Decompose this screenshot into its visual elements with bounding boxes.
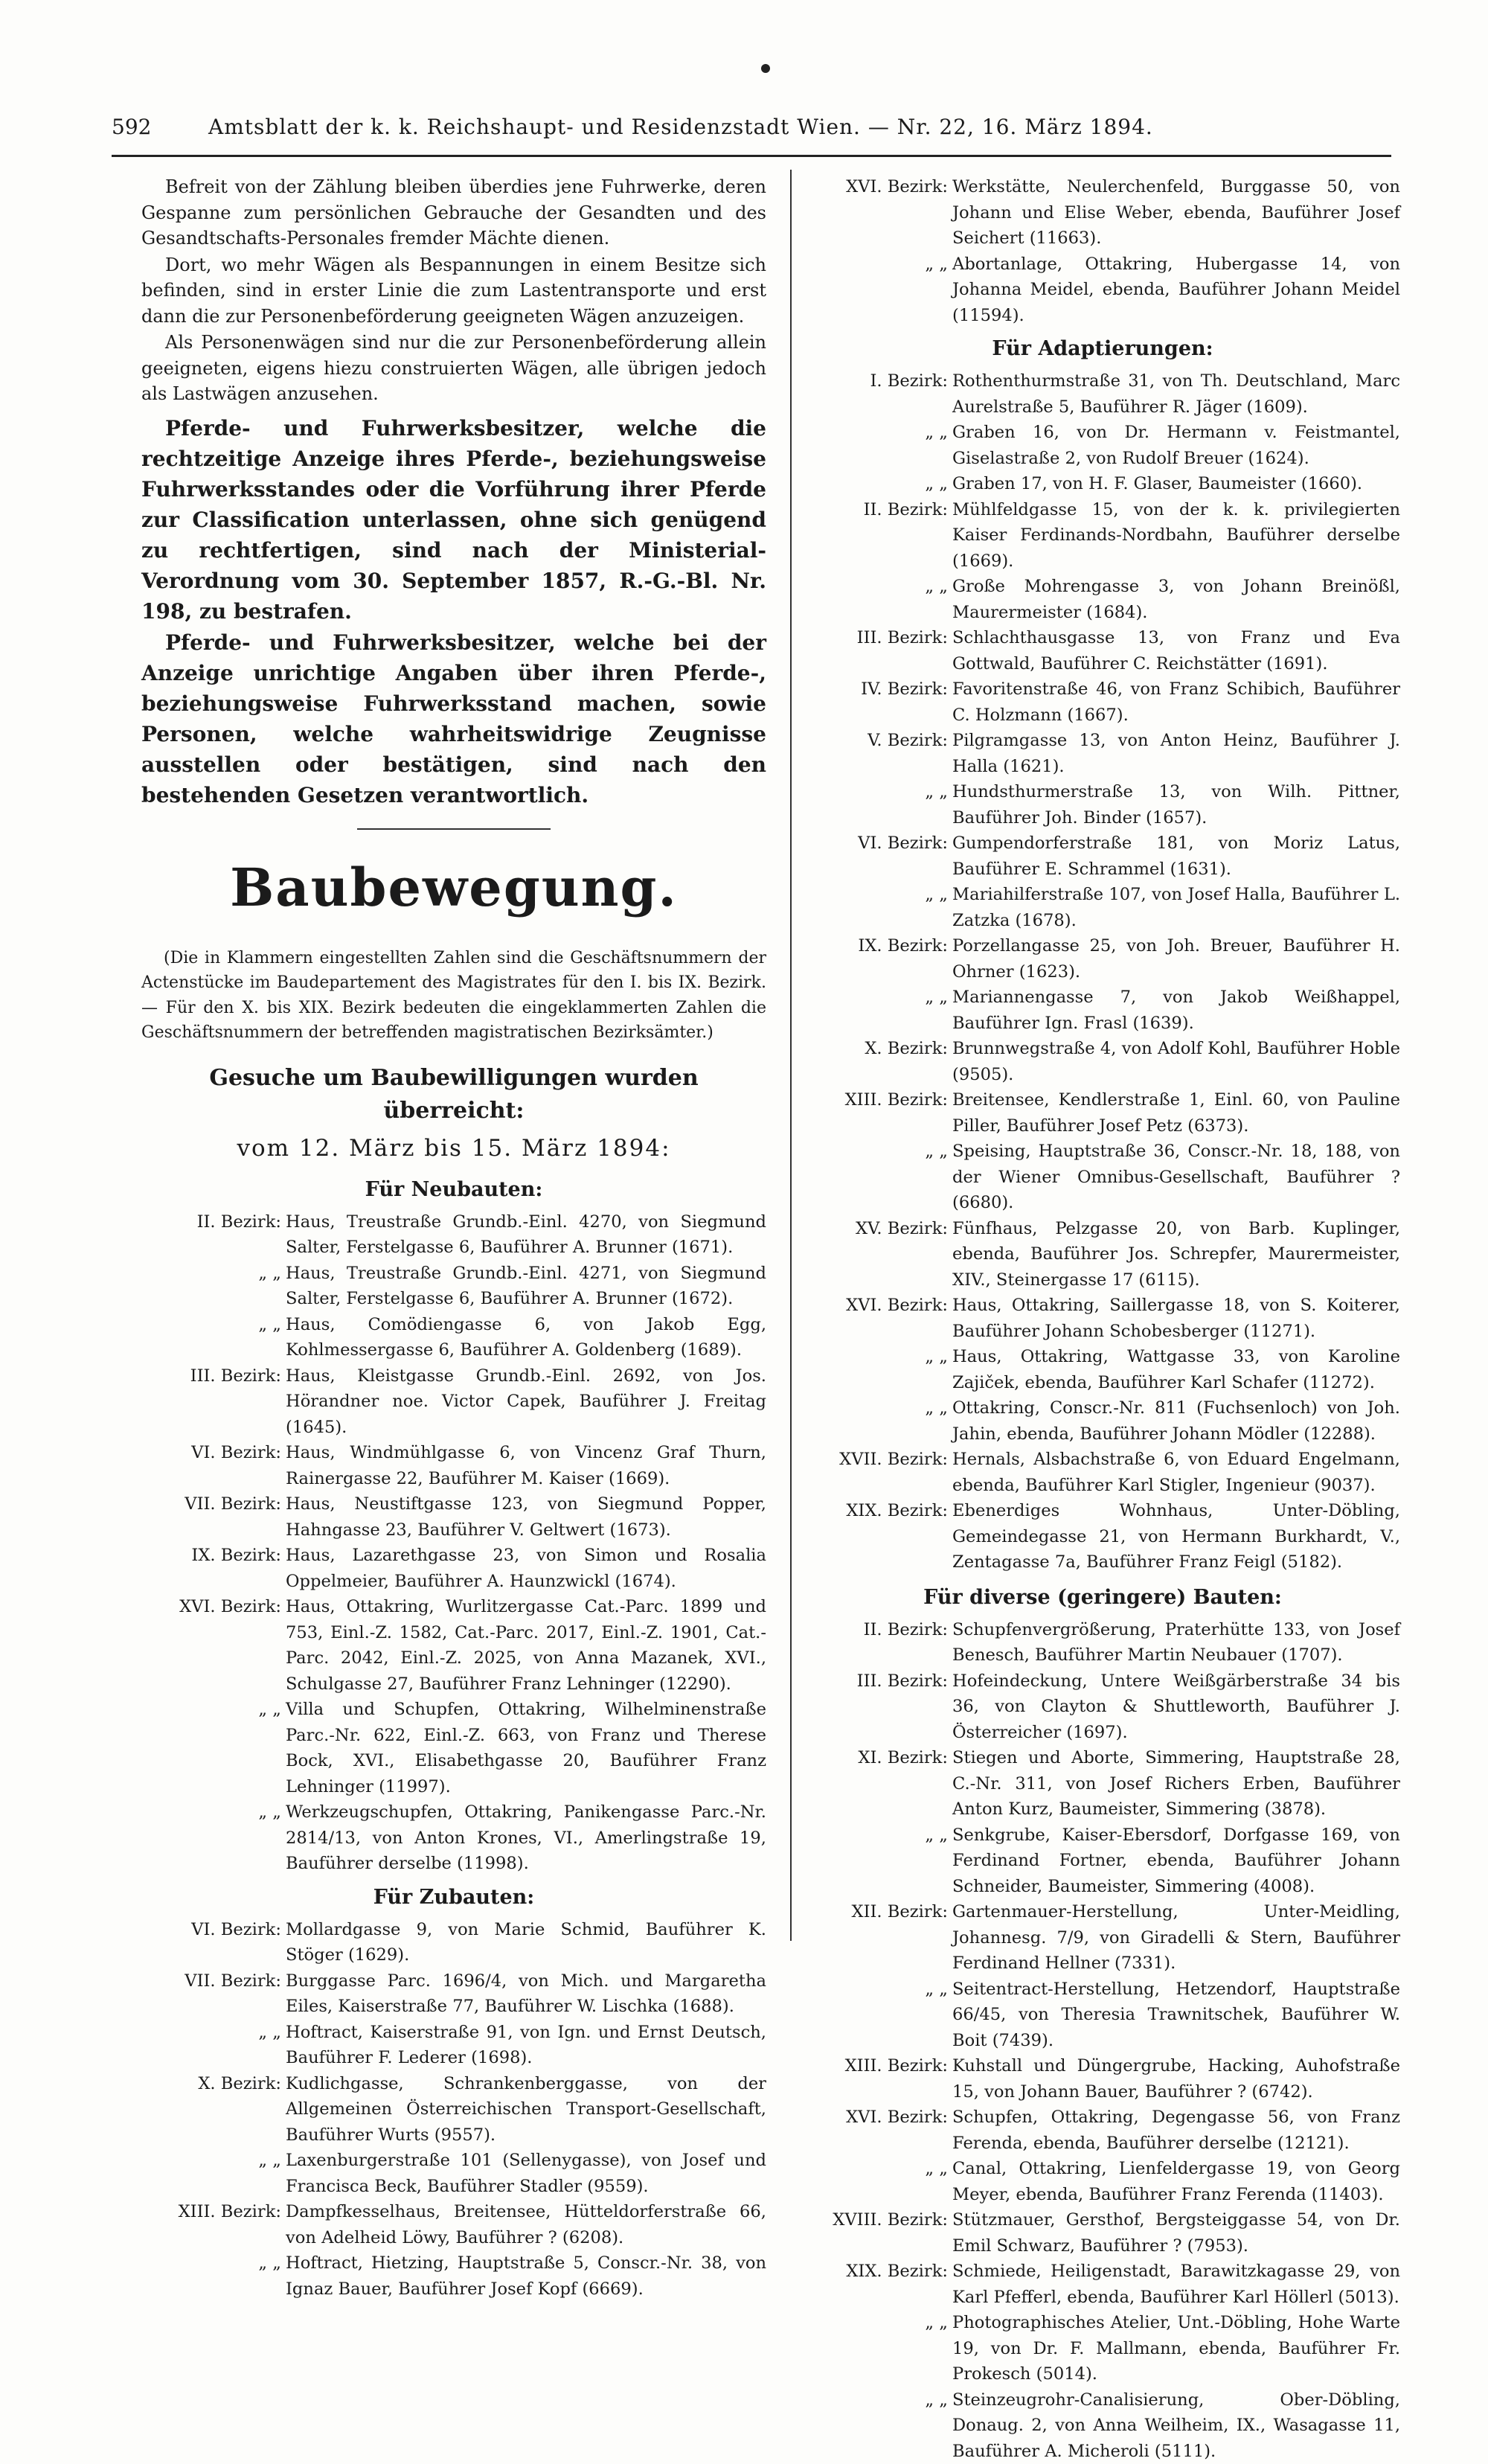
entry-district: „ „ [805, 1139, 952, 1216]
entry-text: Große Mohrengasse 3, von Johann Breinößl, Maurermeister (1684). [952, 574, 1400, 625]
entry-row [805, 728, 1400, 779]
entry-district: XVI. Bezirk: [805, 174, 952, 252]
entry-row [141, 1917, 766, 1968]
entry-row [805, 1216, 1400, 1293]
entry-district: „ „ [805, 985, 952, 1036]
entry-district: XVI. Bezirk: [805, 2105, 952, 2156]
entry-text: Haus, Ottakring, Wurlitzergasse Cat.-Parc. 1899 und 753, Einl.-Z. 1582, Cat.-Parc. 2017, Einl.-Z. 1901, Cat.-Parc. 2042, Einl.-Z. 2025, von Anna Mazanek, XVI., Schulgasse 27, Bauführer Franz Lehninger (12290). [286, 1594, 766, 1697]
entry-district: XVIII. Bezirk: [805, 2207, 952, 2259]
entry-row [141, 1440, 766, 1491]
entry-row [805, 1617, 1400, 1668]
entry-district: XIX. Bezirk: [805, 1498, 952, 1575]
entry-text: Senkgrube, Kaiser-Ebersdorf, Dorfgasse 169, von Ferdinand Fortner, ebenda, Bauführer Johann Schneider, Baumeister, Simmering (4008). [952, 1823, 1400, 1900]
entry-text: Hoftract, Hietzing, Hauptstraße 5, Conscr.-Nr. 38, von Ignaz Bauer, Bauführer Josef Kopf (6669). [286, 2250, 766, 2302]
entry-row [805, 252, 1400, 329]
adaptierungen-list [805, 368, 1400, 1575]
entry-text: Ebenerdiges Wohnhaus, Unter-Döbling, Gemeindegasse 21, von Hermann Burkhardt, V., Zentagasse 7a, Bauführer Franz Feigl (5182). [952, 1498, 1400, 1575]
entry-district: XIII. Bezirk: [805, 2053, 952, 2105]
entry-district: „ „ [141, 1312, 286, 1363]
entry-row [805, 1139, 1400, 1216]
entry-text: Gartenmauer-Herstellung, Unter-Meidling, Johannesg. 7/9, von Giradelli & Stern, Bauführer Ferdinand Hellner (7331). [952, 1899, 1400, 1977]
header-rule [112, 155, 1391, 157]
entry-text: Ottakring, Conscr.-Nr. 811 (Fuchsenloch) von Joh. Jahin, ebenda, Bauführer Johann Mödler (12288). [952, 1395, 1400, 1447]
entry-district: „ „ [805, 1395, 952, 1447]
entry-district: VII. Bezirk: [141, 1968, 286, 2020]
entry-text: Rothenthurmstraße 31, von Th. Deutschland, Marc Aurelstraße 5, Bauführer R. Jäger (1609). [952, 368, 1400, 420]
entry-row [141, 1491, 766, 1543]
entry-text: Mariahilferstraße 107, von Josef Halla, Bauführer L. Zatzka (1678). [952, 882, 1400, 933]
entry-row [805, 497, 1400, 575]
entry-row [805, 1745, 1400, 1823]
entry-text: Laxenburgerstraße 101 (Sellenygasse), von Josef und Francisca Beck, Bauführer Stadler (9559). [286, 2148, 766, 2199]
entry-row [805, 779, 1400, 831]
entry-row [141, 1594, 766, 1697]
entry-row [141, 1543, 766, 1594]
entry-district: IX. Bezirk: [141, 1543, 286, 1594]
entry-row [805, 985, 1400, 1036]
entry-district: „ „ [141, 2148, 286, 2199]
section-title: Baubewegung. [141, 852, 766, 924]
entry-text: Werkstätte, Neulerchenfeld, Burggasse 50, von Johann und Elise Weber, ebenda, Bauführer Josef Seichert (11663). [952, 174, 1400, 252]
zubauten-list [141, 1917, 766, 2303]
entry-text: Photographisches Atelier, Unt.-Döbling, Hohe Warte 19, von Dr. F. Mallmann, ebenda, Bauführer Fr. Prokesch (5014). [952, 2310, 1400, 2387]
entry-text: Werkzeugschupfen, Ottakring, Panikengasse Parc.-Nr. 2814/13, von Anton Krones, VI., Amerlingstraße 19, Bauführer derselbe (11998). [286, 1799, 766, 1877]
entry-district: „ „ [805, 2156, 952, 2207]
entry-district: XIX. Bezirk: [805, 2259, 952, 2310]
entry-row [805, 933, 1400, 985]
diverse-list [805, 1617, 1400, 2464]
entry-text: Haus, Ottakring, Saillergasse 18, von S. Koiterer, Bauführer Johann Schobesberger (11271). [952, 1293, 1400, 1344]
entry-row [805, 1293, 1400, 1344]
section-divider [357, 828, 551, 830]
entry-row [805, 2259, 1400, 2310]
entry-row [805, 1087, 1400, 1139]
entry-row [141, 2071, 766, 2148]
page-header [112, 106, 1391, 147]
entry-row [141, 2250, 766, 2302]
entry-text: Schupfen, Ottakring, Degengasse 56, von Franz Ferenda, ebenda, Bauführer derselbe (12121). [952, 2105, 1400, 2156]
entry-district: „ „ [805, 1977, 952, 2054]
entry-row [141, 1799, 766, 1877]
entry-district: „ „ [805, 882, 952, 933]
entry-text: Haus, Treustraße Grundb.-Einl. 4270, von Siegmund Salter, Ferstelgasse 6, Bauführer A. Brunner (1671). [286, 1209, 766, 1261]
running-title: Amtsblatt der k. k. Reichshaupt- und Residenzstadt Wien. — Nr. 22, 16. März 1894. [208, 115, 1391, 139]
entry-district: XIII. Bezirk: [141, 2199, 286, 2250]
entry-row [805, 676, 1400, 728]
entry-text: Stützmauer, Gersthof, Bergsteiggasse 54, von Dr. Emil Schwarz, Bauführer ? (7953). [952, 2207, 1400, 2259]
entry-text: Fünfhaus, Pelzgasse 20, von Barb. Kuplinger, ebenda, Bauführer Jos. Schrepfer, Maurermeister, XIV., Steinergasse 17 (6115). [952, 1216, 1400, 1293]
entry-text: Haus, Lazarethgasse 23, von Simon und Rosalia Oppelmeier, Bauführer A. Haunzwickl (1674). [286, 1543, 766, 1594]
entry-text: Villa und Schupfen, Ottakring, Wilhelminenstraße Parc.-Nr. 622, Einl.-Z. 663, von Franz und Therese Bock, XVI., Elisabethgasse 20, Bauführer Franz Lehninger (11997). [286, 1697, 766, 1799]
entry-text: Hofeindeckung, Untere Weißgärberstraße 34 bis 36, von Clayton & Shuttleworth, Bauführer J. Österreicher (1697). [952, 1668, 1400, 1746]
entry-row [141, 2020, 766, 2071]
entry-district: „ „ [805, 252, 952, 329]
entry-row [805, 1498, 1400, 1575]
entry-row [805, 2105, 1400, 2156]
entry-district: „ „ [805, 2387, 952, 2464]
entry-text: Haus, Kleistgasse Grundb.-Einl. 2692, von Jos. Hörandner noe. Victor Capek, Bauführer J. Freitag (1645). [286, 1363, 766, 1441]
entry-text: Favoritenstraße 46, von Franz Schibich, Bauführer C. Holzmann (1667). [952, 676, 1400, 728]
entry-district: „ „ [805, 779, 952, 831]
entry-district: „ „ [805, 1344, 952, 1395]
bold-paragraph: Pferde- und Fuhrwerksbesitzer, welche die rechtzeitige Anzeige ihres Pferde-, beziehungsweise Fuhrwerksstandes oder die Vorführung ihrer Pferde zur Classification unterlassen, ohne sich genügend zu rechtfertigen, sind nach der Ministerial-Verordnung vom 30. September 1857, R.-G.-Bl. Nr. 198, zu bestrafen. [141, 413, 766, 627]
entry-row [141, 2148, 766, 2199]
entry-row [805, 2156, 1400, 2207]
neubauten-heading: Für Neubauten: [141, 1175, 766, 1205]
date-heading: vom 12. März bis 15. März 1894: [141, 1132, 766, 1165]
entry-district: „ „ [141, 1799, 286, 1877]
neubauten-list [141, 1209, 766, 1877]
entry-row [141, 1363, 766, 1441]
entry-district: VII. Bezirk: [141, 1491, 286, 1543]
entry-text: Graben 16, von Dr. Hermann v. Feistmantel, Giselastraße 2, von Rudolf Breuer (1624). [952, 420, 1400, 471]
entry-district: II. Bezirk: [141, 1209, 286, 1261]
entry-text: Mühlfeldgasse 15, von der k. k. privilegierten Kaiser Ferdinands-Nordbahn, Bauführer derselbe (1669). [952, 497, 1400, 575]
entry-row [805, 574, 1400, 625]
entry-row [805, 625, 1400, 676]
entry-district: „ „ [141, 1261, 286, 1312]
entry-row [805, 174, 1400, 252]
entry-district: „ „ [805, 1823, 952, 1900]
entry-row [805, 1036, 1400, 1087]
entry-row [141, 2199, 766, 2250]
entry-text: Haus, Ottakring, Wattgasse 33, von Karoline Zajiček, ebenda, Bauführer Karl Schafer (11272). [952, 1344, 1400, 1395]
continued-entries-list [805, 174, 1400, 328]
entry-row [141, 1697, 766, 1799]
entry-text: Mariannengasse 7, von Jakob Weißhappel, Bauführer Ign. Frasl (1639). [952, 985, 1400, 1036]
entry-text: Steinzeugrohr-Canalisierung, Ober-Döbling, Donaug. 2, von Anna Weilheim, IX., Wasagasse 11, Bauführer A. Micheroli (5111). [952, 2387, 1400, 2464]
paragraph: Dort, wo mehr Wägen als Bespannungen in einem Besitze sich befinden, sind in erster Linie die zum Lastentransporte und erst dann die zur Personenbeförderung geeigneten Wägen anzuzeigen. [141, 252, 766, 330]
entry-district: X. Bezirk: [141, 2071, 286, 2148]
entry-text: Stiegen und Aborte, Simmering, Hauptstraße 28, C.-Nr. 311, von Josef Richers Erben, Bauführer Anton Kurz, Baumeister, Simmering (3878). [952, 1745, 1400, 1823]
entry-text: Canal, Ottakring, Lienfeldergasse 19, von Georg Meyer, ebenda, Bauführer Franz Ferenda (11403). [952, 2156, 1400, 2207]
entry-text: Hundsthurmerstraße 13, von Wilh. Pittner, Bauführer Joh. Binder (1657). [952, 779, 1400, 831]
entry-district: VI. Bezirk: [141, 1440, 286, 1491]
entry-text: Haus, Comödiengasse 6, von Jakob Egg, Kohlmessergasse 6, Bauführer A. Goldenberg (1689). [286, 1312, 766, 1363]
entry-row [805, 882, 1400, 933]
entry-row [805, 368, 1400, 420]
entry-district: II. Bezirk: [805, 1617, 952, 1668]
entry-row [141, 1312, 766, 1363]
entry-text: Seitentract-Herstellung, Hetzendorf, Hauptstraße 66/45, von Theresia Trawnitschek, Bauführer W. Boit (7439). [952, 1977, 1400, 2054]
entry-district: XVII. Bezirk: [805, 1447, 952, 1498]
entry-text: Kuhstall und Düngergrube, Hacking, Auhofstraße 15, von Johann Bauer, Bauführer ? (6742). [952, 2053, 1400, 2105]
entry-text: Haus, Neustiftgasse 123, von Siegmund Popper, Hahngasse 23, Bauführer V. Geltwert (1673). [286, 1491, 766, 1543]
entry-row [805, 1977, 1400, 2054]
entry-district: XIII. Bezirk: [805, 1087, 952, 1139]
entry-row [141, 1261, 766, 1312]
entry-text: Porzellangasse 25, von Joh. Breuer, Bauführer H. Ohrner (1623). [952, 933, 1400, 985]
entry-text: Kudlichgasse, Schrankenberggasse, von der Allgemeinen Österreichischen Transport-Gesellschaft, Bauführer Wurts (9557). [286, 2071, 766, 2148]
column-divider [790, 170, 792, 1941]
entry-district: VI. Bezirk: [805, 831, 952, 882]
entry-text: Hoftract, Kaiserstraße 91, von Ign. und Ernst Deutsch, Bauführer F. Lederer (1698). [286, 2020, 766, 2071]
entry-text: Pilgramgasse 13, von Anton Heinz, Bauführer J. Halla (1621). [952, 728, 1400, 779]
adaptierungen-heading: Für Adaptierungen: [805, 334, 1400, 364]
entry-row [805, 1344, 1400, 1395]
entry-text: Haus, Windmühlgasse 6, von Vincenz Graf Thurn, Rainergasse 22, Bauführer M. Kaiser (1669). [286, 1440, 766, 1491]
entry-row [805, 2207, 1400, 2259]
entry-district: VI. Bezirk: [141, 1917, 286, 1968]
entry-text: Burggasse Parc. 1696/4, von Mich. und Margaretha Eiles, Kaiserstraße 77, Bauführer W. Lischka (1688). [286, 1968, 766, 2020]
entry-district: „ „ [141, 1697, 286, 1799]
entry-text: Brunnwegstraße 4, von Adolf Kohl, Bauführer Hoble (9505). [952, 1036, 1400, 1087]
entry-district: „ „ [141, 2020, 286, 2071]
entry-text: Dampfkesselhaus, Breitensee, Hütteldorferstraße 66, von Adelheid Löwy, Bauführer ? (6208). [286, 2199, 766, 2250]
print-dot [761, 64, 770, 73]
entry-row [805, 1899, 1400, 1977]
entry-district: XVI. Bezirk: [141, 1594, 286, 1697]
entry-row [805, 1668, 1400, 1746]
entry-district: IV. Bezirk: [805, 676, 952, 728]
entry-district: III. Bezirk: [805, 1668, 952, 1746]
paragraph: Als Personenwägen sind nur die zur Personenbeförderung allein geeigneten, eigens hiezu construierten Wägen, alle übrigen jedoch als Lastwägen anzusehen. [141, 330, 766, 407]
entry-row [805, 2310, 1400, 2387]
bold-paragraph: Pferde- und Fuhrwerksbesitzer, welche bei der Anzeige unrichtige Angaben über ihren Pferde-, beziehungsweise Fuhrwerksstand machen, sowie Personen, welche wahrheitswidrige Zeugnisse ausstellen oder bestätigen, sind nach den bestehenden Gesetzen verantwortlich. [141, 627, 766, 810]
entry-row [805, 2387, 1400, 2464]
entry-district: II. Bezirk: [805, 497, 952, 575]
gesuche-heading: Gesuche um Baubewilligungen wurden überreicht: [141, 1062, 766, 1127]
entry-text: Graben 17, von H. F. Glaser, Baumeister (1660). [952, 471, 1400, 497]
entry-row [805, 471, 1400, 497]
page-number: 592 [112, 115, 208, 139]
right-column [805, 174, 1400, 2464]
paragraph: Befreit von der Zählung bleiben überdies jene Fuhrwerke, deren Gespanne zum persönlichen Gebrauche der Gesandten und des Gesandtschafts-Personales fremder Mächte dienen. [141, 174, 766, 252]
entry-row [805, 420, 1400, 471]
entry-district: „ „ [805, 574, 952, 625]
entry-row [141, 1209, 766, 1261]
entry-district: XII. Bezirk: [805, 1899, 952, 1977]
entry-text: Mollardgasse 9, von Marie Schmid, Bauführer K. Stöger (1629). [286, 1917, 766, 1968]
entry-text: Abortanlage, Ottakring, Hubergasse 14, von Johanna Meidel, ebenda, Bauführer Johann Meidel (11594). [952, 252, 1400, 329]
entry-row [805, 2053, 1400, 2105]
left-column [141, 174, 766, 2302]
entry-district: „ „ [805, 420, 952, 471]
entry-text: Schlachthausgasse 13, von Franz und Eva Gottwald, Bauführer C. Reichstätter (1691). [952, 625, 1400, 676]
zubauten-heading: Für Zubauten: [141, 1883, 766, 1913]
entry-district: XV. Bezirk: [805, 1216, 952, 1293]
entry-district: IX. Bezirk: [805, 933, 952, 985]
entry-district: III. Bezirk: [805, 625, 952, 676]
entry-district: „ „ [141, 2250, 286, 2302]
entry-text: Schupfenvergrößerung, Praterhütte 133, von Josef Benesch, Bauführer Martin Neubauer (1707). [952, 1617, 1400, 1668]
entry-district: „ „ [805, 471, 952, 497]
entry-text: Speising, Hauptstraße 36, Conscr.-Nr. 18, 188, von der Wiener Omnibus-Gesellschaft, Bauführer ? (6680). [952, 1139, 1400, 1216]
entry-district: X. Bezirk: [805, 1036, 952, 1087]
entry-text: Haus, Treustraße Grundb.-Einl. 4271, von Siegmund Salter, Ferstelgasse 6, Bauführer A. Brunner (1672). [286, 1261, 766, 1312]
entry-district: „ „ [805, 2310, 952, 2387]
entry-text: Breitensee, Kendlerstraße 1, Einl. 60, von Pauline Piller, Bauführer Josef Petz (6373). [952, 1087, 1400, 1139]
entry-district: XVI. Bezirk: [805, 1293, 952, 1344]
entry-district: III. Bezirk: [141, 1363, 286, 1441]
entry-district: V. Bezirk: [805, 728, 952, 779]
entry-text: Hernals, Alsbachstraße 6, von Eduard Engelmann, ebenda, Bauführer Karl Stigler, Ingenieur (9037). [952, 1447, 1400, 1498]
diverse-heading: Für diverse (geringere) Bauten: [805, 1583, 1400, 1613]
entry-row [805, 831, 1400, 882]
section-note: (Die in Klammern eingestellten Zahlen sind die Geschäftsnummern der Actenstücke im Baudepartement des Magistrates für den I. bis IX. Bezirk. — Für den X. bis XIX. Bezirk bedeuten die eingeklammerten Zahlen die Geschäftsnummern der betreffenden magistratischen Bezirksämter.) [141, 946, 766, 1046]
entry-row [805, 1395, 1400, 1447]
entry-district: XI. Bezirk: [805, 1745, 952, 1823]
entry-row [805, 1447, 1400, 1498]
entry-text: Schmiede, Heiligenstadt, Barawitzkagasse 29, von Karl Pfefferl, ebenda, Bauführer Karl Höllerl (5013). [952, 2259, 1400, 2310]
entry-row [805, 1823, 1400, 1900]
entry-district: I. Bezirk: [805, 368, 952, 420]
entry-text: Gumpendorferstraße 181, von Moriz Latus, Bauführer E. Schrammel (1631). [952, 831, 1400, 882]
entry-row [141, 1968, 766, 2020]
